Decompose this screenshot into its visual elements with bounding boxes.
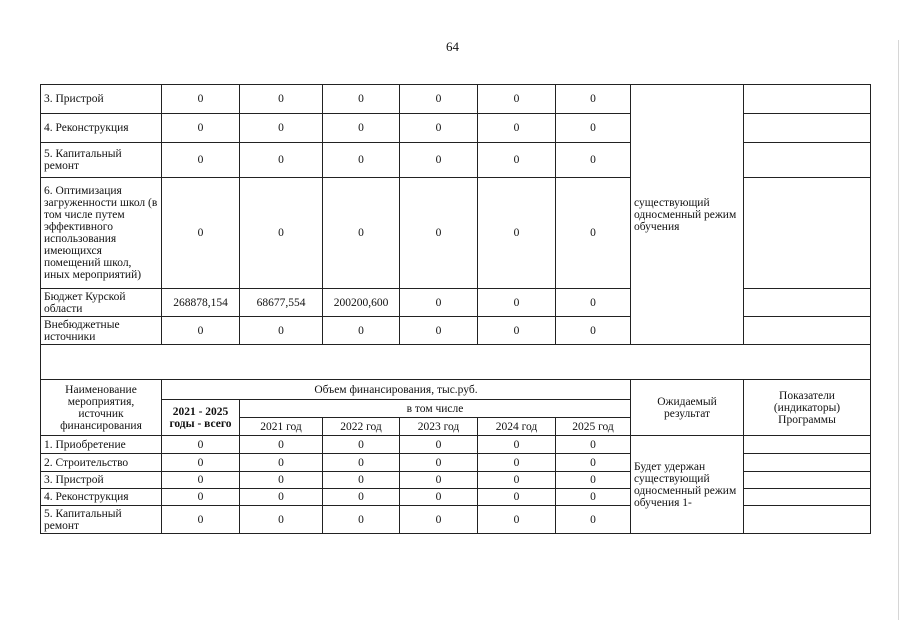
value-cell: 0 [478,506,556,534]
indicator-cell [744,454,871,472]
expected-result-cell: существующий односменный режим обучения [631,85,744,345]
value-cell: 0 [478,289,556,317]
value-cell: 0 [323,114,400,143]
value-cell: 0 [162,317,240,345]
value-cell: 0 [400,178,478,289]
indicator-cell [744,85,871,114]
row-name: 5. Капитальный ремонт [41,143,162,178]
value-cell: 68677,554 [240,289,323,317]
row-name: 3. Пристрой [41,85,162,114]
value-cell: 0 [478,85,556,114]
value-cell: 0 [556,489,631,506]
value-cell: 0 [556,114,631,143]
value-cell: 0 [478,143,556,178]
table-row [41,317,871,345]
value-cell: 0 [162,143,240,178]
expected-result-cell: Будет удержан существующий односменный режим обучения 1- [631,436,744,534]
value-cell: 0 [240,114,323,143]
value-cell: 0 [323,454,400,472]
value-cell: 0 [478,472,556,489]
indicator-cell [744,436,871,454]
value-cell: 0 [478,317,556,345]
row-name: 4. Реконструкция [41,489,162,506]
value-cell: 0 [400,114,478,143]
value-cell: 0 [556,317,631,345]
value-cell: 0 [162,506,240,534]
header-indicators: Показатели (индикаторы) Программы [744,380,871,436]
value-cell: 0 [323,143,400,178]
indicator-cell [744,506,871,534]
value-cell: 0 [240,472,323,489]
value-cell: 0 [556,143,631,178]
page-edge-line [898,40,899,620]
value-cell: 0 [240,317,323,345]
value-cell: 0 [400,85,478,114]
table-row [41,289,871,317]
header-including: в том числе [240,400,631,418]
table-row [41,436,871,454]
table-row [41,85,871,114]
indicator-cell [744,289,871,317]
spacer-cell [41,345,871,380]
row-name: 3. Пристрой [41,472,162,489]
row-name: 5. Капитальный ремонт [41,506,162,534]
spacer-row [41,345,871,380]
header-name-col: Наименование мероприятия, источник финансирования [41,380,162,436]
value-cell: 0 [400,143,478,178]
value-cell: 0 [323,317,400,345]
header-result: Ожидаемый результат [631,380,744,436]
value-cell: 0 [478,489,556,506]
value-cell: 0 [478,178,556,289]
value-cell: 0 [162,114,240,143]
value-cell: 0 [400,436,478,454]
value-cell: 200200,600 [323,289,400,317]
value-cell: 0 [162,436,240,454]
value-cell: 0 [400,454,478,472]
row-name: 1. Приобретение [41,436,162,454]
header-year: 2024 год [478,418,556,436]
value-cell: 0 [323,436,400,454]
value-cell: 0 [400,289,478,317]
header-funding: Объем финансирования, тыс.руб. [162,380,631,400]
value-cell: 0 [162,85,240,114]
value-cell: 0 [556,289,631,317]
header-total: 2021 - 2025 годы - всего [162,400,240,436]
table-row [41,114,871,143]
indicator-cell [744,317,871,345]
table-row [41,178,871,289]
value-cell: 0 [556,506,631,534]
indicator-cell [744,472,871,489]
table-row [41,506,871,534]
row-name: Бюджет Курской области [41,289,162,317]
value-cell: 0 [400,472,478,489]
value-cell: 0 [240,454,323,472]
page-number: 64 [446,39,459,54]
indicator-cell [744,114,871,143]
value-cell: 0 [240,489,323,506]
table-row [41,454,871,472]
indicator-cell [744,143,871,178]
value-cell: 0 [478,454,556,472]
value-cell: 0 [323,472,400,489]
row-name: 6. Оптимизация загруженности школ (в том числе путем эффективного использования имеющихся помещений школ, иных мероприятий) [41,178,162,289]
value-cell: 0 [162,489,240,506]
header-year: 2025 год [556,418,631,436]
table-row [41,489,871,506]
lower-financing-table [40,379,871,534]
value-cell: 0 [323,489,400,506]
value-cell: 0 [400,506,478,534]
row-name: Внебюджетные источники [41,317,162,345]
table-row [41,472,871,489]
row-name: 4. Реконструкция [41,114,162,143]
header-year: 2023 год [400,418,478,436]
value-cell: 0 [556,436,631,454]
value-cell: 0 [556,454,631,472]
value-cell: 0 [162,472,240,489]
value-cell: 0 [556,178,631,289]
value-cell: 0 [162,454,240,472]
value-cell: 0 [478,114,556,143]
header-row [41,380,871,400]
table-row [41,143,871,178]
value-cell: 0 [478,436,556,454]
value-cell: 0 [400,317,478,345]
indicator-cell [744,489,871,506]
header-year: 2022 год [323,418,400,436]
value-cell: 268878,154 [162,289,240,317]
indicator-cell [744,178,871,289]
upper-financing-table [40,84,871,380]
value-cell: 0 [240,506,323,534]
value-cell: 0 [240,436,323,454]
row-name: 2. Строительство [41,454,162,472]
value-cell: 0 [556,85,631,114]
value-cell: 0 [240,143,323,178]
value-cell: 0 [323,178,400,289]
value-cell: 0 [240,85,323,114]
value-cell: 0 [556,472,631,489]
value-cell: 0 [323,506,400,534]
value-cell: 0 [240,178,323,289]
header-year: 2021 год [240,418,323,436]
value-cell: 0 [162,178,240,289]
value-cell: 0 [400,489,478,506]
value-cell: 0 [323,85,400,114]
